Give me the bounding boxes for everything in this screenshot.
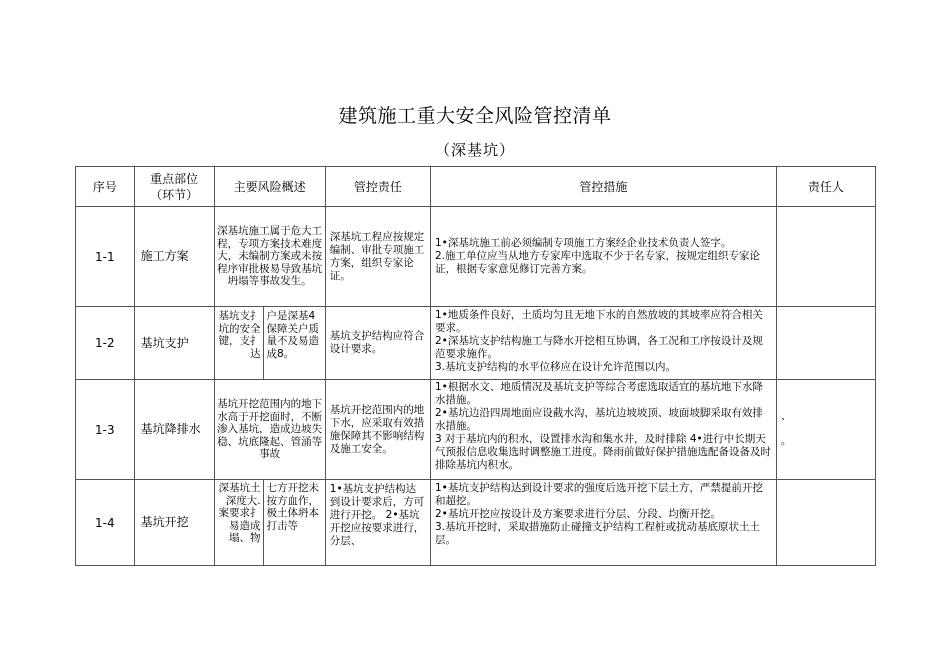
measure-item: 1•深基坑施工前必须编制专项施工方案经企业技术负责人签字。 [434, 237, 732, 249]
row-part: 施工方案 [134, 207, 214, 307]
row-responsibility-text: 1•基坑支护结构达到设计要求后，方可进行开挖。 2•基坑开挖应按要求进行，分层、 [329, 483, 425, 547]
table-row [76, 307, 876, 380]
document-subtitle: （深基坑） [434, 141, 515, 159]
row-measures [430, 207, 776, 307]
row-part: 基坑开挖 [134, 480, 214, 566]
row-seq: 1-4 [76, 480, 135, 566]
row-risk [214, 480, 325, 566]
row-person [776, 480, 875, 566]
row-measures [430, 380, 776, 480]
measure-item: 2.施工单位应当从地方专家库中选取不少于名专家，按规定组织专家论证，根据专家意见修订完善方案。 [434, 250, 760, 275]
row-measures [430, 480, 776, 566]
measure-item: 3.基坑支护结构的水平位移应在设计允许范围以内。 [434, 361, 676, 373]
row-responsibility: 基坑支护结构应符合设计要求。 [325, 307, 430, 380]
measure-item: 2•基坑边沿四周地面应设截水沟，基坑边坡坡顶、坡面坡脚采取有效排水措施。 [434, 407, 763, 432]
row-risk-right: 七方开挖未按方血作，极土体坍本打击等 [263, 480, 325, 565]
header-responsibility: 管控责任 [325, 167, 430, 207]
row-risk-left: 基坑支扌坑的安全键，支扌达 [218, 310, 261, 360]
row-responsibility: 深基坑工程应按规定编制、审批专项施工方案，组织专家论证。 [325, 207, 430, 307]
measure-item: 1•基坑支护结构达到设计要求的强度后选开挖下层土方，严禁提前开挖和超挖。 [434, 482, 763, 507]
row-person [776, 307, 875, 380]
row-seq: 1-1 [76, 207, 135, 307]
row-risk [214, 307, 325, 380]
header-part [134, 167, 214, 207]
header-measures: 管控措施 [430, 167, 776, 207]
row-part: 基坑支护 [134, 307, 214, 380]
measure-item: 2•基坑开挖应按设计及方案要求进行分层、分段、均衡开挖。 [434, 508, 721, 520]
row-risk: 基坑开挖范围内的地下水高于开挖面时，不断渗入基坑，造成边坡失稳、坑底隆起、管涌等事故 [214, 380, 325, 480]
person-mark: 。 [780, 435, 792, 447]
row-seq: 1-3 [76, 380, 135, 480]
header-seq: 序号 [76, 167, 135, 207]
header-person: 责任人 [776, 167, 875, 207]
row-risk-right: 户是深基4保障关户质量不及易造成8。 [263, 307, 325, 379]
row-risk-left: 深基坑土深度大.案要求扌易造成塌、物 [218, 482, 261, 544]
header-part-line1: 重点部位 [150, 171, 199, 186]
table-header-row [76, 167, 876, 207]
row-responsibility: 基坑开挖范围内的地下水，应采取有效措施保障其不影响结构及施工安全。 [325, 380, 430, 480]
measure-item: 3.基坑开挖时，采取措施防止碰撞支护结构工程桩或扰动基底原状土土层。 [434, 521, 760, 546]
table-row [76, 207, 876, 307]
document-title: 建筑施工重大安全风险管控清单 [338, 105, 612, 127]
row-person [776, 380, 875, 480]
table-row [76, 480, 876, 566]
header-risk: 主要风险概述 [214, 167, 325, 207]
header-part-line2: （环节） [150, 187, 199, 202]
row-responsibility [325, 480, 430, 566]
measure-item: 3 对于基坑内的积水，设置排水沟和集水井，及时排除 4•进行中长期天气预报信息收集选时调整施工进度。降雨前做好保护措施选配备设备及时排除基坑内积水。 [434, 433, 771, 471]
risk-control-table [75, 166, 876, 566]
table-row [76, 380, 876, 480]
person-mark: 、 [780, 410, 792, 422]
measure-item: 1•根据水文、地质情况及基坑支护等综合考虑选取适宜的基坑地下水降水措施。 [434, 381, 763, 406]
row-seq: 1-2 [76, 307, 135, 380]
measure-item: 1•地质条件良好，土质均匀且无地下水的自然放坡的其坡率应符合相关要求。 [434, 309, 763, 334]
row-part: 基坑降排水 [134, 380, 214, 480]
row-risk: 深基坑施工属于危大工程，专项方案技术难度大，未编制方案或未按程序审批极易导致基坑坍塌等事故发生。 [214, 207, 325, 307]
row-person [776, 207, 875, 307]
measure-item: 2•深基坑支护结构施工与降水开挖相互协调，各工况和工序按设计及规范要求施作。 [434, 335, 763, 360]
row-measures [430, 307, 776, 380]
